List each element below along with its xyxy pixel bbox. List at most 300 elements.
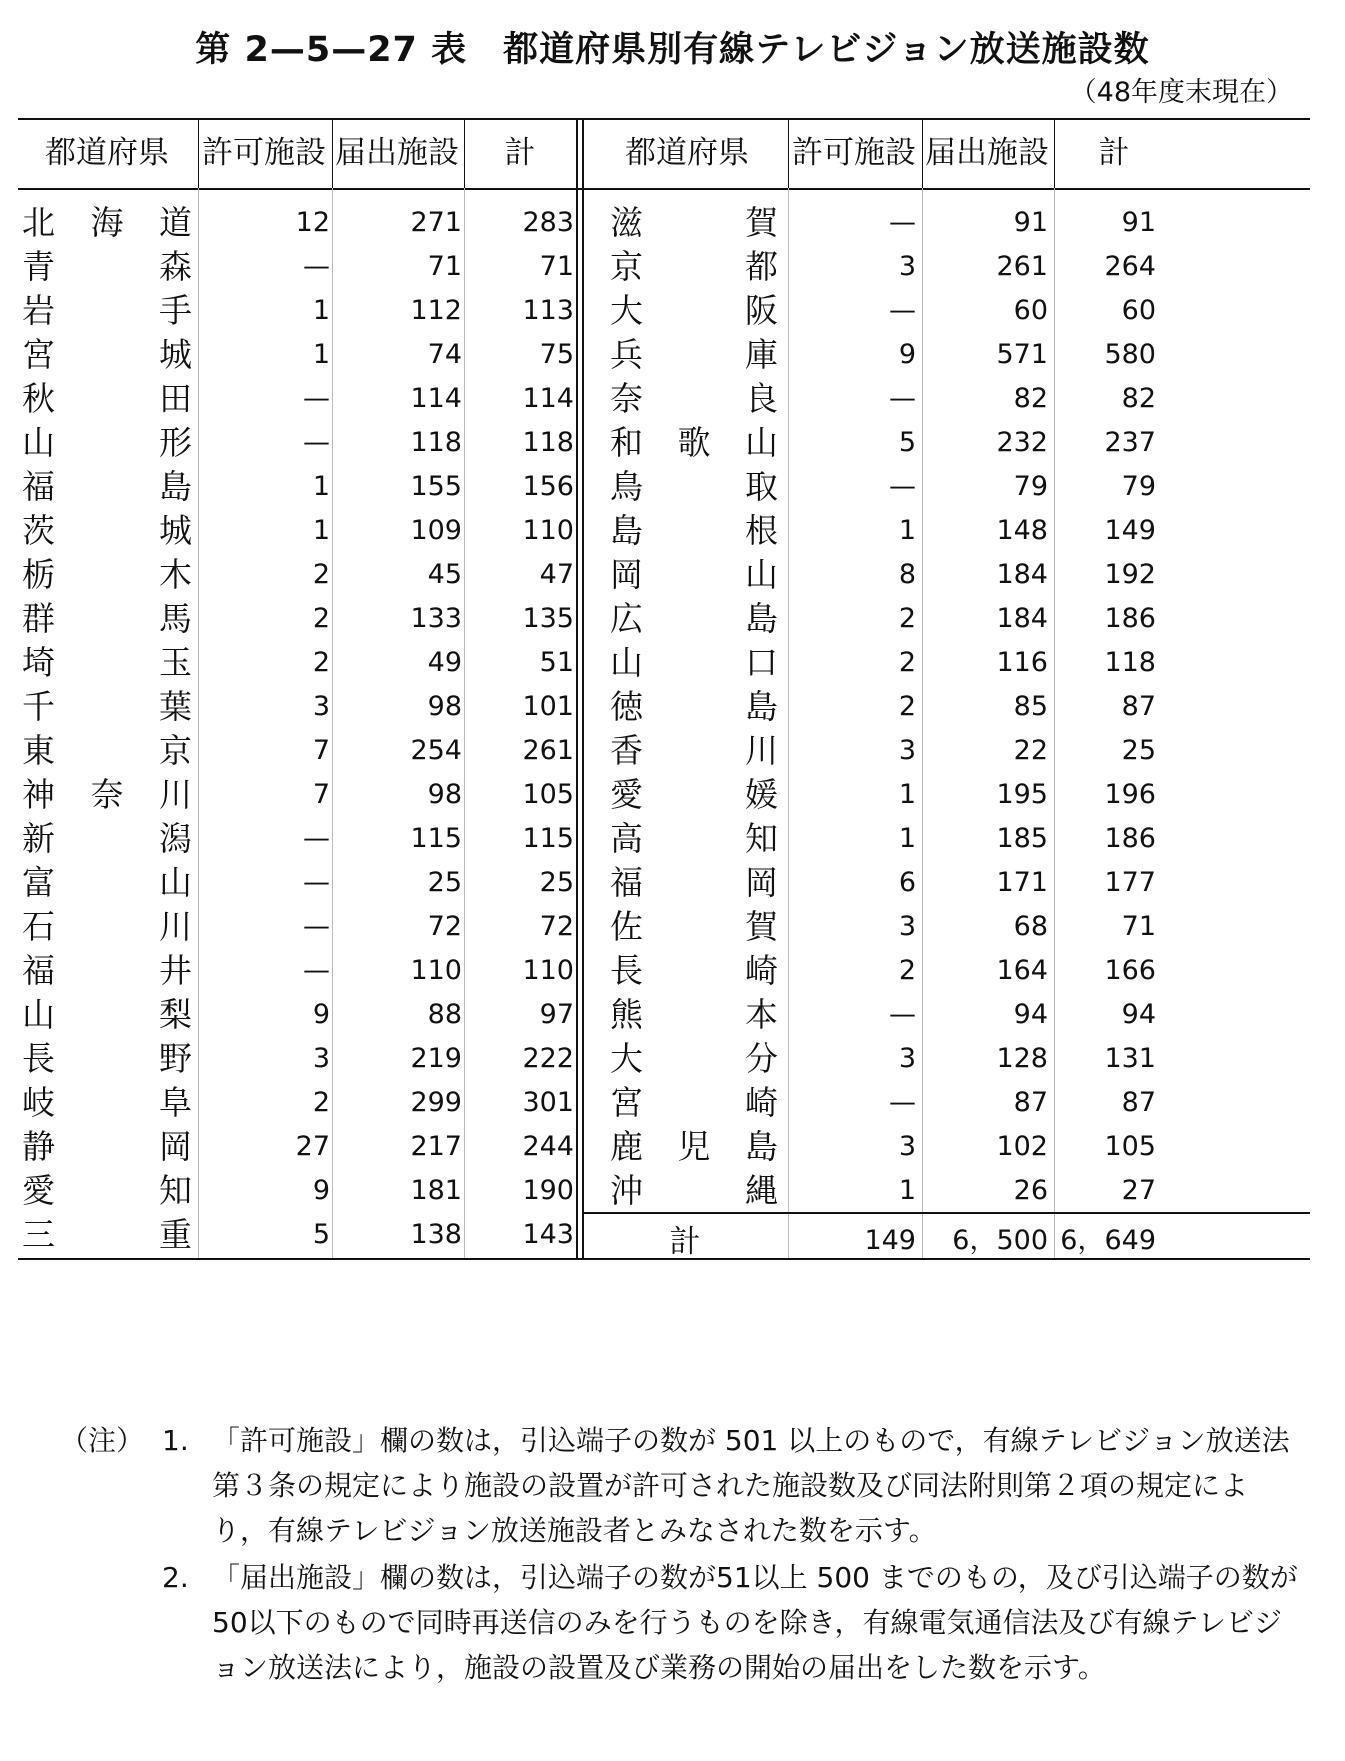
right-table-row xyxy=(18,1078,1310,1128)
permitted-count: 9 xyxy=(898,339,916,370)
prefecture-char: 縄 xyxy=(745,1171,778,1210)
permitted-count: 27 xyxy=(295,1131,330,1162)
prefecture-char: 宮 xyxy=(610,1083,643,1122)
prefecture-char: 山 xyxy=(22,995,55,1034)
note-text: 「届出施設」欄の数は，引込端子の数が51以上 500 までのもの，及び引込端子の数が50以下のもので同時再送信のみを行うものを除き，有線電気通信法及び有線テレビジョン放送法により，施設の設置及び業務の開始の届出をした数を示す。 xyxy=(212,1561,1298,1684)
prefecture-char: 新 xyxy=(22,819,55,858)
prefecture-name xyxy=(610,330,778,380)
prefecture-char: 良 xyxy=(745,379,778,418)
total-count: 75 xyxy=(539,339,574,370)
total-count: 118 xyxy=(522,427,574,458)
right-table-row xyxy=(18,242,1310,292)
header-separator xyxy=(332,118,333,188)
prefecture-name xyxy=(610,1122,778,1172)
total-count: 264 xyxy=(1104,251,1156,282)
total-count: 110 xyxy=(522,515,574,546)
prefecture-char: 鳥 xyxy=(610,467,643,506)
prefecture-char: 城 xyxy=(159,335,192,374)
prefecture-char: 長 xyxy=(610,951,643,990)
right-table-row xyxy=(18,374,1310,424)
prefecture-char: 馬 xyxy=(159,599,192,638)
permitted-count: 3 xyxy=(898,911,916,942)
permitted-count: — xyxy=(303,427,330,458)
permitted-count: 3 xyxy=(898,1043,916,1074)
total-count: 186 xyxy=(1104,603,1156,634)
header-separator xyxy=(922,118,923,188)
permitted-count: 1 xyxy=(312,515,330,546)
prefecture-char: 海 xyxy=(90,203,124,242)
notified-count: 116 xyxy=(996,647,1048,678)
total-count: 71 xyxy=(539,251,574,282)
prefecture-name xyxy=(610,682,778,732)
grand-total-notified: 6，500 xyxy=(952,1225,1048,1256)
total-count: 87 xyxy=(1121,691,1156,722)
notified-count: 299 xyxy=(410,1087,462,1118)
permitted-count: 6 xyxy=(898,867,916,898)
notified-count: 94 xyxy=(1013,999,1048,1030)
total-count: 261 xyxy=(522,735,574,766)
prefecture-char: 岡 xyxy=(610,555,643,594)
prefecture-char: 青 xyxy=(22,247,55,286)
right-table-row xyxy=(18,1122,1310,1172)
prefecture-name xyxy=(610,1166,778,1216)
right-table-row xyxy=(18,638,1310,688)
permitted-count: 7 xyxy=(312,735,330,766)
notified-count: 87 xyxy=(1013,1087,1048,1118)
right-table-row xyxy=(18,990,1310,1040)
prefecture-char: 山 xyxy=(610,643,643,682)
notified-count: 88 xyxy=(427,999,462,1030)
total-count: 97 xyxy=(539,999,574,1030)
prefecture-name xyxy=(610,506,778,556)
as-of-date: （48年度末現在） xyxy=(1069,77,1293,108)
right-header-permitted: 許可施設 xyxy=(792,135,916,171)
notified-count: 71 xyxy=(427,251,462,282)
permitted-count: — xyxy=(889,471,916,502)
prefecture-char: 井 xyxy=(159,951,192,990)
right-table-row xyxy=(18,594,1310,644)
right-table-row xyxy=(18,858,1310,908)
prefecture-char: 福 xyxy=(610,863,643,902)
notified-count: 49 xyxy=(427,647,462,678)
prefecture-name xyxy=(610,726,778,776)
total-count: 60 xyxy=(1121,295,1156,326)
prefecture-char: 北 xyxy=(22,203,55,242)
prefecture-char: 神 xyxy=(22,775,55,814)
notified-count: 254 xyxy=(410,735,462,766)
grand-total-total: 6，649 xyxy=(1060,1225,1156,1256)
grand-total-permitted: 149 xyxy=(864,1225,916,1256)
prefecture-char: 阜 xyxy=(159,1083,192,1122)
prefecture-char: 木 xyxy=(159,555,192,594)
total-count: 82 xyxy=(1121,383,1156,414)
total-count: 190 xyxy=(522,1175,574,1206)
prefecture-char: 香 xyxy=(610,731,643,770)
left-header-prefecture: 都道府県 xyxy=(45,135,169,171)
prefecture-char: 重 xyxy=(159,1215,192,1254)
permitted-count: 9 xyxy=(312,999,330,1030)
notified-count: 68 xyxy=(1013,911,1048,942)
prefecture-char: 根 xyxy=(745,511,778,550)
permitted-count: — xyxy=(889,383,916,414)
permitted-count: 1 xyxy=(898,823,916,854)
header-separator xyxy=(788,118,789,188)
prefecture-char: 崎 xyxy=(745,1083,778,1122)
prefecture-char: 島 xyxy=(610,511,643,550)
prefecture-char: 熊 xyxy=(610,995,643,1034)
notified-count: 25 xyxy=(427,867,462,898)
prefecture-char: 島 xyxy=(745,599,778,638)
prefecture-char: 島 xyxy=(159,467,192,506)
prefecture-char: 児 xyxy=(677,1127,711,1166)
total-count: 580 xyxy=(1104,339,1156,370)
permitted-count: 1 xyxy=(898,515,916,546)
total-count: 131 xyxy=(1104,1043,1156,1074)
prefecture-char: 山 xyxy=(159,863,192,902)
notified-count: 98 xyxy=(427,691,462,722)
header-separator xyxy=(198,118,199,188)
header-bottom-rule xyxy=(18,188,1310,190)
prefecture-char: 愛 xyxy=(610,775,643,814)
prefecture-char: 媛 xyxy=(745,775,778,814)
total-count: 27 xyxy=(1121,1175,1156,1206)
notified-count: 148 xyxy=(996,515,1048,546)
prefecture-name xyxy=(610,1078,778,1128)
note-item xyxy=(60,1418,1300,1553)
permitted-count: — xyxy=(889,295,916,326)
prefecture-char: 奈 xyxy=(90,775,124,814)
prefecture-name xyxy=(610,418,778,468)
prefecture-char: 岐 xyxy=(22,1083,55,1122)
prefecture-char: 東 xyxy=(22,731,55,770)
prefecture-char: 賀 xyxy=(745,907,778,946)
permitted-count: — xyxy=(303,383,330,414)
prefecture-char: 川 xyxy=(159,907,192,946)
prefecture-char: 知 xyxy=(159,1171,192,1210)
total-count: 105 xyxy=(1104,1131,1156,1162)
notified-count: 133 xyxy=(410,603,462,634)
prefecture-name xyxy=(610,770,778,820)
prefecture-char: 滋 xyxy=(610,203,643,242)
notified-count: 184 xyxy=(996,603,1048,634)
prefecture-char: 栃 xyxy=(22,555,55,594)
total-count: 192 xyxy=(1104,559,1156,590)
right-table-row xyxy=(18,682,1310,732)
notified-count: 181 xyxy=(410,1175,462,1206)
permitted-count: — xyxy=(889,1087,916,1118)
total-count: 51 xyxy=(539,647,574,678)
right-header-prefecture: 都道府県 xyxy=(625,135,749,171)
prefecture-char: 佐 xyxy=(610,907,643,946)
right-header-notified: 届出施設 xyxy=(925,135,1049,171)
note-item xyxy=(60,1555,1300,1690)
permitted-count: 8 xyxy=(898,559,916,590)
permitted-count: 12 xyxy=(295,207,330,238)
notified-count: 184 xyxy=(996,559,1048,590)
permitted-count: 1 xyxy=(312,295,330,326)
total-count: 301 xyxy=(522,1087,574,1118)
right-header-total: 計 xyxy=(1098,135,1130,171)
right-table-row xyxy=(18,902,1310,952)
right-table-row xyxy=(18,330,1310,380)
prefecture-char: 都 xyxy=(745,247,778,286)
permitted-count: — xyxy=(303,955,330,986)
right-table-row xyxy=(18,1166,1310,1216)
permitted-count: 2 xyxy=(898,691,916,722)
prefecture-char: 山 xyxy=(745,555,778,594)
notified-count: 571 xyxy=(996,339,1048,370)
prefecture-char: 鹿 xyxy=(610,1127,643,1166)
prefecture-char: 秋 xyxy=(22,379,55,418)
total-count: 135 xyxy=(522,603,574,634)
prefecture-name xyxy=(610,550,778,600)
total-count: 115 xyxy=(522,823,574,854)
left-header-notified: 届出施設 xyxy=(335,135,459,171)
right-table-row xyxy=(18,770,1310,820)
notified-count: 219 xyxy=(410,1043,462,1074)
notified-count: 22 xyxy=(1013,735,1048,766)
notified-count: 155 xyxy=(410,471,462,502)
total-count: 114 xyxy=(522,383,574,414)
notified-count: 26 xyxy=(1013,1175,1048,1206)
permitted-count: 7 xyxy=(312,779,330,810)
prefecture-char: 本 xyxy=(745,995,778,1034)
prefecture-char: 和 xyxy=(610,423,643,462)
right-table-row xyxy=(18,814,1310,864)
permitted-count: 1 xyxy=(312,471,330,502)
prefecture-char: 玉 xyxy=(159,643,192,682)
table-title: 第 2—5—27 表 都道府県別有線テレビジョン放送施設数 xyxy=(195,30,1150,70)
prefecture-name xyxy=(610,462,778,512)
total-count: 25 xyxy=(539,867,574,898)
total-count: 166 xyxy=(1104,955,1156,986)
prefecture-char: 崎 xyxy=(745,951,778,990)
total-count: 87 xyxy=(1121,1087,1156,1118)
prefecture-char: 沖 xyxy=(610,1171,643,1210)
permitted-count: 5 xyxy=(312,1219,330,1250)
prefecture-char: 福 xyxy=(22,951,55,990)
permitted-count: 2 xyxy=(312,647,330,678)
total-count: 113 xyxy=(522,295,574,326)
prefecture-char: 大 xyxy=(610,291,643,330)
permitted-count: 3 xyxy=(898,251,916,282)
notified-count: 45 xyxy=(427,559,462,590)
total-count: 222 xyxy=(522,1043,574,1074)
prefecture-char: 長 xyxy=(22,1039,55,1078)
notified-count: 195 xyxy=(996,779,1048,810)
permitted-count: 2 xyxy=(312,1087,330,1118)
total-count: 149 xyxy=(1104,515,1156,546)
total-count: 105 xyxy=(522,779,574,810)
total-count: 79 xyxy=(1121,471,1156,502)
notified-count: 261 xyxy=(996,251,1048,282)
prefecture-char: 岡 xyxy=(159,1127,192,1166)
prefecture-char: 石 xyxy=(22,907,55,946)
permitted-count: — xyxy=(303,251,330,282)
prefecture-char: 愛 xyxy=(22,1171,55,1210)
prefecture-char: 形 xyxy=(159,423,192,462)
prefecture-char: 千 xyxy=(22,687,55,726)
notified-count: 72 xyxy=(427,911,462,942)
permitted-count: — xyxy=(303,867,330,898)
total-count: 186 xyxy=(1104,823,1156,854)
notified-count: 114 xyxy=(410,383,462,414)
header-separator xyxy=(464,118,465,188)
permitted-count: 3 xyxy=(312,691,330,722)
prefecture-char: 阪 xyxy=(745,291,778,330)
prefecture-char: 福 xyxy=(22,467,55,506)
prefecture-char: 京 xyxy=(610,247,643,286)
prefecture-char: 茨 xyxy=(22,511,55,550)
prefecture-char: 大 xyxy=(610,1039,643,1078)
total-count: 177 xyxy=(1104,867,1156,898)
table-notes xyxy=(60,1418,1300,1692)
prefecture-name xyxy=(610,990,778,1040)
prefecture-name xyxy=(610,858,778,908)
right-table-row xyxy=(18,462,1310,512)
notified-count: 185 xyxy=(996,823,1048,854)
prefecture-char: 口 xyxy=(745,643,778,682)
permitted-count: 2 xyxy=(898,603,916,634)
prefecture-char: 徳 xyxy=(610,687,643,726)
permitted-count: 1 xyxy=(312,339,330,370)
total-count: 47 xyxy=(539,559,574,590)
permitted-count: — xyxy=(889,207,916,238)
prefecture-char: 森 xyxy=(159,247,192,286)
permitted-count: 2 xyxy=(898,955,916,986)
prefecture-char: 川 xyxy=(745,731,778,770)
total-count: 91 xyxy=(1121,207,1156,238)
total-count: 101 xyxy=(522,691,574,722)
right-table-row xyxy=(18,1034,1310,1084)
prefecture-char: 庫 xyxy=(745,335,778,374)
total-count: 143 xyxy=(522,1219,574,1250)
prefecture-char: 京 xyxy=(159,731,192,770)
notified-count: 128 xyxy=(996,1043,1048,1074)
prefecture-char: 城 xyxy=(159,511,192,550)
prefecture-name xyxy=(610,594,778,644)
permitted-count: — xyxy=(889,999,916,1030)
prefecture-char: 宮 xyxy=(22,335,55,374)
permitted-count: 3 xyxy=(898,1131,916,1162)
note-text: 「許可施設」欄の数は，引込端子の数が 501 以上のもので，有線テレビジョン放送法第３条の規定により施設の設置が許可された施設数及び同法附則第２項の規定により，有線テレビジョン放送施設者とみなされた数を示す。 xyxy=(212,1424,1290,1547)
prefecture-char: 山 xyxy=(22,423,55,462)
total-count: 244 xyxy=(522,1131,574,1162)
grand-total-label: 計 xyxy=(669,1224,701,1260)
header-separator xyxy=(1054,118,1055,188)
left-header-permitted: 許可施設 xyxy=(202,135,326,171)
total-count: 71 xyxy=(1121,911,1156,942)
notified-count: 138 xyxy=(410,1219,462,1250)
prefecture-char: 手 xyxy=(159,291,192,330)
right-table-row xyxy=(18,286,1310,336)
permitted-count: 3 xyxy=(898,735,916,766)
permitted-count: 2 xyxy=(312,603,330,634)
prefecture-char: 田 xyxy=(159,379,192,418)
right-table-row xyxy=(18,418,1310,468)
total-count: 237 xyxy=(1104,427,1156,458)
total-count: 118 xyxy=(1104,647,1156,678)
right-table-row xyxy=(18,506,1310,556)
prefecture-char: 島 xyxy=(745,1127,778,1166)
total-count: 25 xyxy=(1121,735,1156,766)
notified-count: 102 xyxy=(996,1131,1048,1162)
prefecture-name xyxy=(610,946,778,996)
total-count: 94 xyxy=(1121,999,1156,1030)
prefecture-char: 葉 xyxy=(159,687,192,726)
prefecture-name xyxy=(610,374,778,424)
permitted-count: 2 xyxy=(312,559,330,590)
note-number: 2. xyxy=(162,1561,189,1594)
prefecture-char: 取 xyxy=(745,467,778,506)
prefecture-name xyxy=(610,1034,778,1084)
prefecture-char: 知 xyxy=(745,819,778,858)
notified-count: 74 xyxy=(427,339,462,370)
prefecture-char: 分 xyxy=(745,1039,778,1078)
notified-count: 112 xyxy=(410,295,462,326)
total-count: 110 xyxy=(522,955,574,986)
notified-count: 171 xyxy=(996,867,1048,898)
total-count: 156 xyxy=(522,471,574,502)
prefecture-name xyxy=(610,814,778,864)
left-header-total: 計 xyxy=(504,135,536,171)
permitted-count: 9 xyxy=(312,1175,330,1206)
prefecture-char: 広 xyxy=(610,599,643,638)
right-table-row xyxy=(18,726,1310,776)
prefecture-char: 岡 xyxy=(745,863,778,902)
prefecture-char: 梨 xyxy=(159,995,192,1034)
prefecture-char: 静 xyxy=(22,1127,55,1166)
notified-count: 79 xyxy=(1013,471,1048,502)
prefecture-char: 岩 xyxy=(22,291,55,330)
prefecture-char: 道 xyxy=(159,203,192,242)
notified-count: 115 xyxy=(410,823,462,854)
prefecture-char: 高 xyxy=(610,819,643,858)
prefecture-char: 島 xyxy=(745,687,778,726)
permitted-count: 1 xyxy=(898,1175,916,1206)
right-table-row xyxy=(18,550,1310,600)
notified-count: 118 xyxy=(410,427,462,458)
prefecture-char: 野 xyxy=(159,1039,192,1078)
note-number: 1. xyxy=(162,1424,189,1457)
total-count: 283 xyxy=(522,207,574,238)
prefecture-char: 兵 xyxy=(610,335,643,374)
total-count: 196 xyxy=(1104,779,1156,810)
permitted-count: — xyxy=(303,911,330,942)
notified-count: 232 xyxy=(996,427,1048,458)
right-table-row xyxy=(18,198,1310,248)
prefecture-name xyxy=(610,242,778,292)
notified-count: 110 xyxy=(410,955,462,986)
permitted-count: — xyxy=(303,823,330,854)
right-table-row xyxy=(18,946,1310,996)
prefecture-char: 賀 xyxy=(745,203,778,242)
prefecture-char: 山 xyxy=(745,423,778,462)
prefecture-char: 富 xyxy=(22,863,55,902)
notified-count: 217 xyxy=(410,1131,462,1162)
prefecture-char: 三 xyxy=(22,1215,55,1254)
notified-count: 85 xyxy=(1013,691,1048,722)
prefecture-name xyxy=(610,638,778,688)
notes-lead: （注） xyxy=(60,1424,145,1457)
prefecture-char: 潟 xyxy=(159,819,192,858)
notified-count: 98 xyxy=(427,779,462,810)
prefecture-char: 川 xyxy=(159,775,192,814)
permitted-count: 2 xyxy=(898,647,916,678)
prefecture-name xyxy=(610,286,778,336)
notified-count: 271 xyxy=(410,207,462,238)
prefecture-char: 群 xyxy=(22,599,55,638)
